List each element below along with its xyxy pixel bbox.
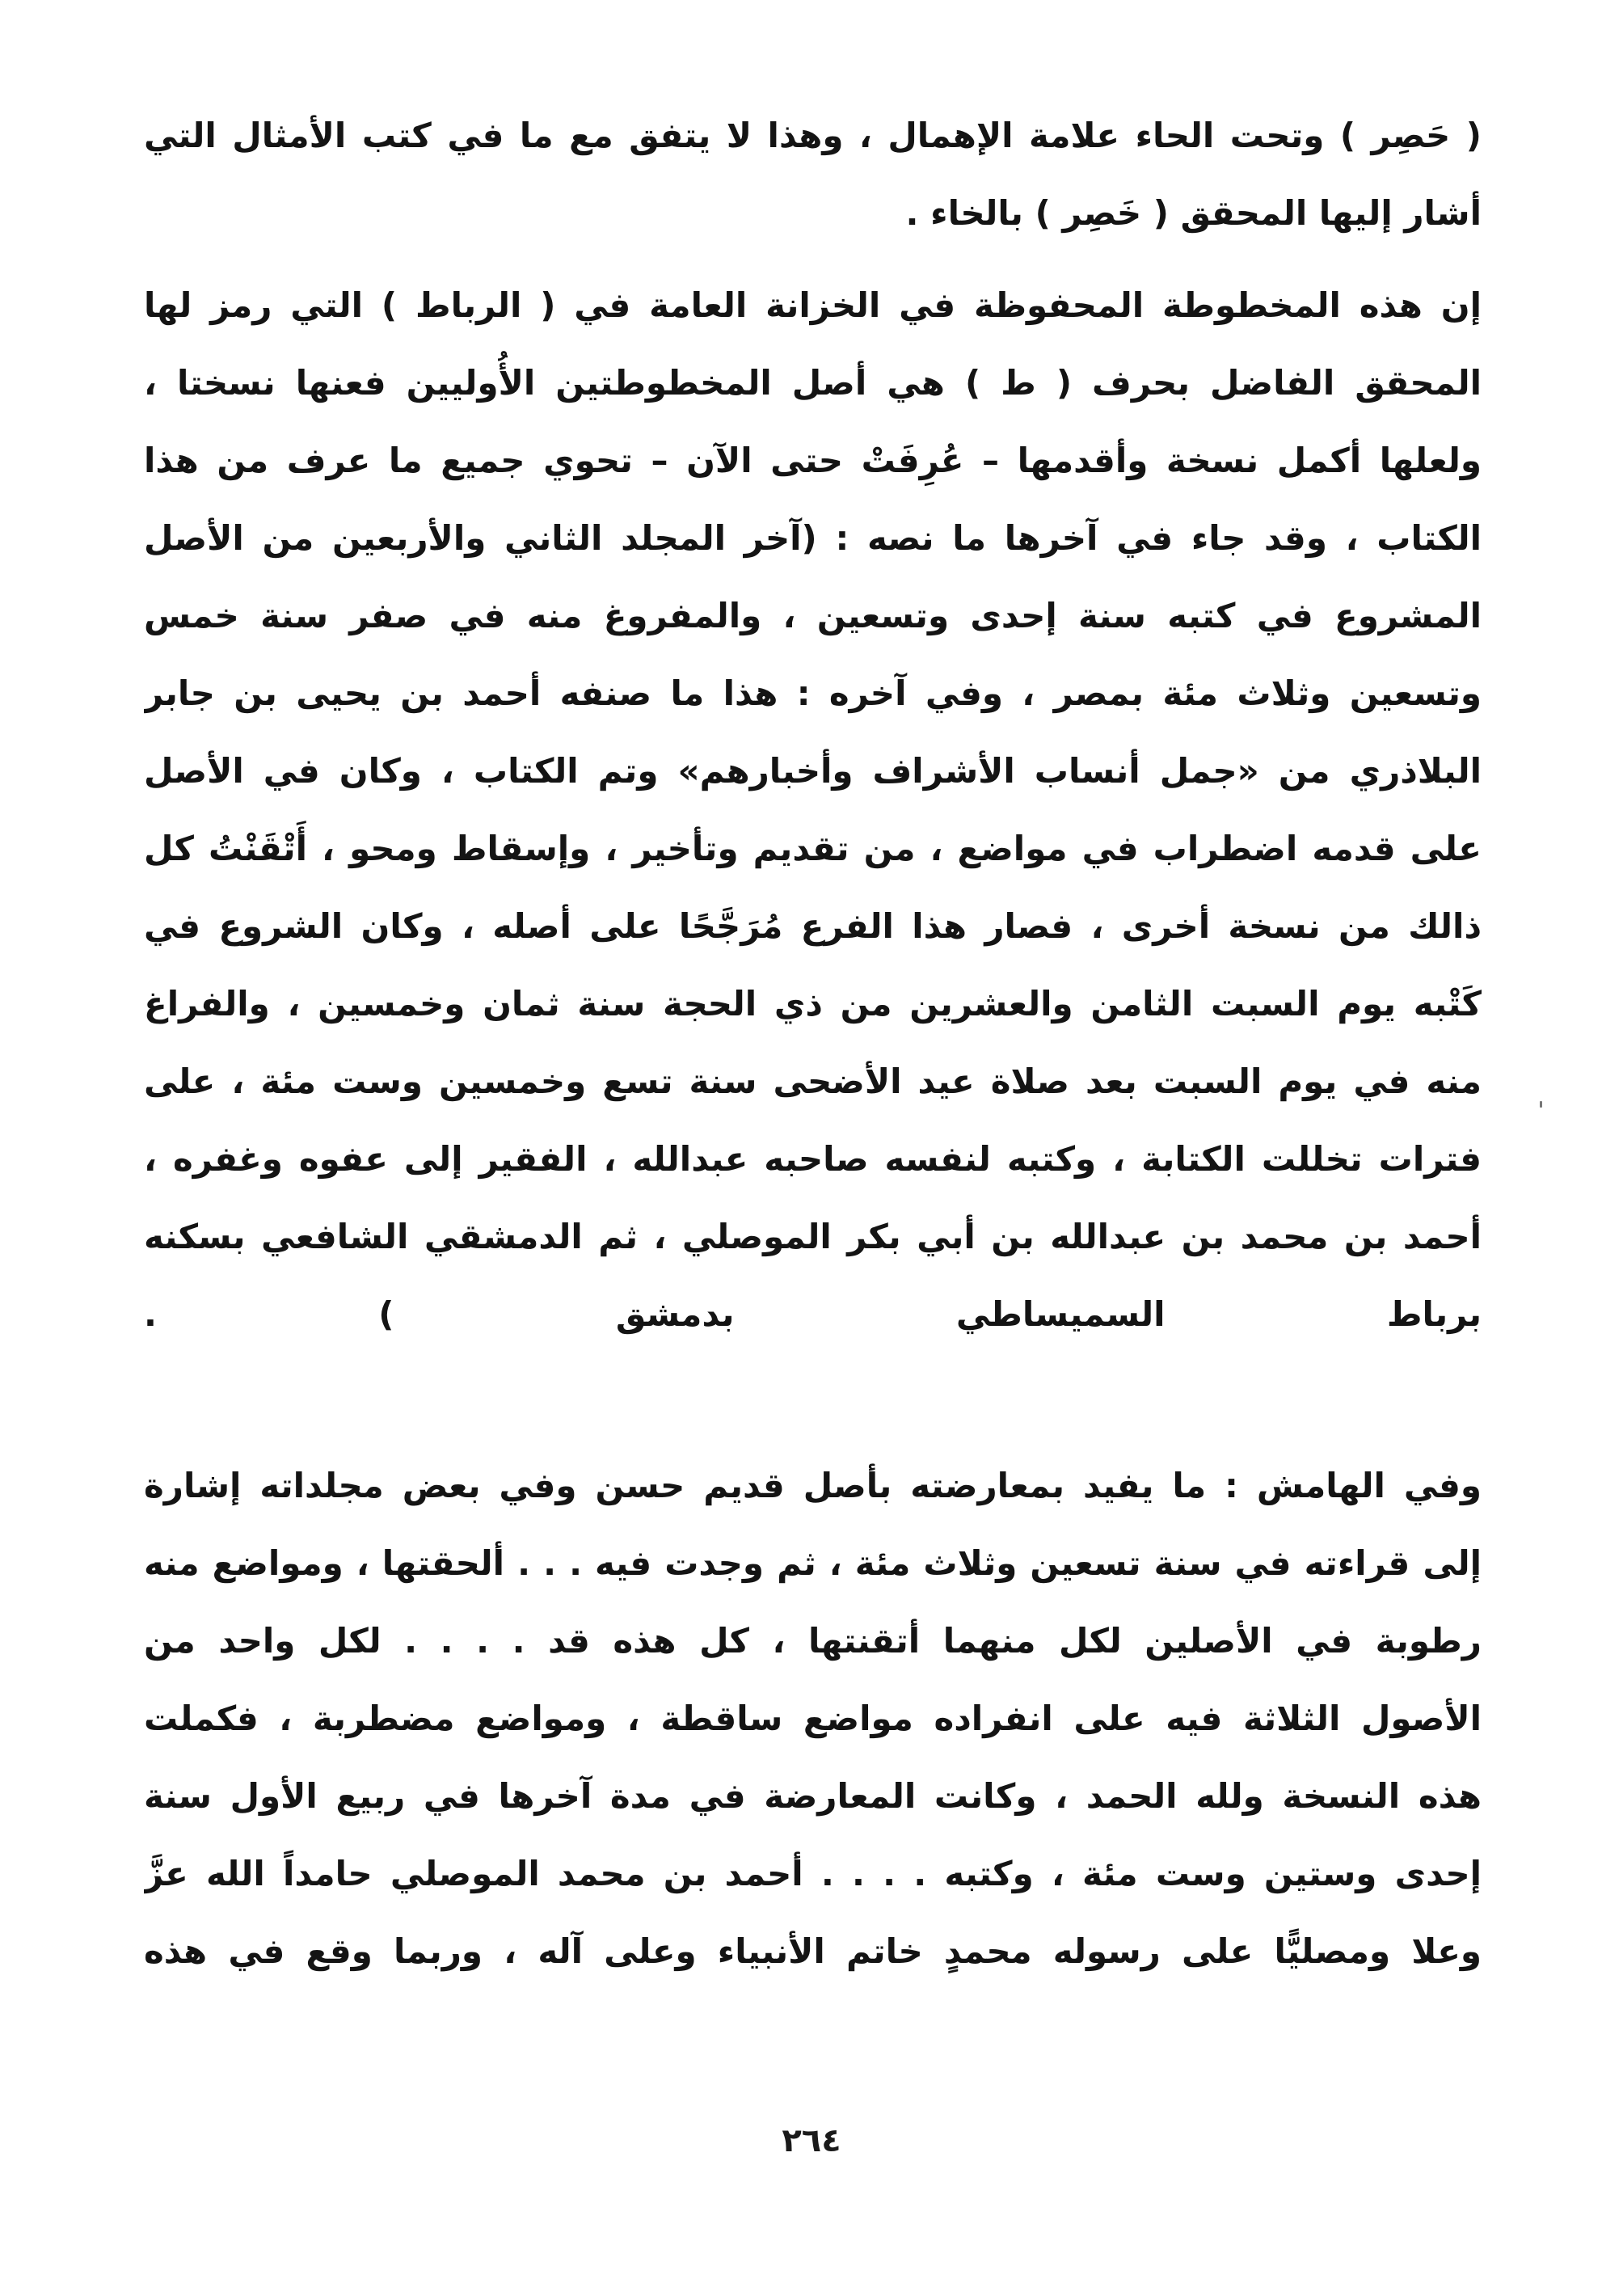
text-line: أحمد بن محمد بن عبدالله بن أبي بكر الموصلي ، ثم الدمشقي الشافعي بسكنه [144,1217,1482,1256]
text-line: كَتْبه يوم السبت الثامن والعشرين من ذي الحجة سنة ثمان وخمسين ، والفراغ [144,984,1482,1023]
scan-speck [1540,1101,1542,1108]
text-line: ( حَصِر ) وتحت الحاء علامة الإهمال ، وهذا لا يتفق مع ما في كتب الأمثال التي [144,116,1482,155]
paragraph-2 [144,267,1482,1431]
text-line: المشروع في كتبه سنة إحدى وتسعين ، والمفروغ منه في صفر سنة خمس [144,596,1482,635]
text-line: ذالك من نسخة أخرى ، فصار هذا الفرع مُرَجَّحًا على أصله ، وكان الشروع في [144,906,1482,946]
text-line: هذه النسخة ولله الحمد ، وكانت المعارضة في مدة آخرها في ربيع الأول سنة [144,1776,1482,1816]
text-line: ولعلها أكمل نسخة وأقدمها – عُرِفَتْ حتى الآن – تحوي جميع ما عرف من هذا [144,441,1482,480]
text-line: على قدمه اضطراب في مواضع ، من تقديم وتأخير ، وإسقاط ومحو ، أَتْقَنْتُ كل [144,829,1482,868]
text-line: فترات تخللت الكتابة ، وكتبه لنفسه صاحبه عبدالله ، الفقير إلى عفوه وغفره ، [144,1139,1482,1179]
text-line: برباط السميساطي بدمشق ) . [144,1294,1482,1334]
paragraph-1 [144,97,1482,252]
text-line: إحدى وستين وست مئة ، وكتبه . . . . أحمد بن محمد الموصلي حامداً الله عزَّ [144,1854,1482,1893]
text-line: الأصول الثلاثة فيه على انفراده مواضع ساقطة ، ومواضع مضطربة ، فكملت [144,1699,1482,1738]
text-line: أشار إليها المحقق ( خَصِر ) بالخاء . [905,193,1482,233]
text-line: منه في يوم السبت بعد صلاة عيد الأضحى سنة تسع وخمسين وست مئة ، على [144,1061,1482,1101]
text-line: رطوبة في الأصلين لكل منهما أتقنتها ، كل هذه قد . . . . لكل واحد من [144,1621,1482,1661]
text-line: إن هذه المخطوطة المحفوظة في الخزانة العامة في ( الرباط ) التي رمز لها [144,285,1482,325]
text-line: وتسعين وثلاث مئة بمصر ، وفي آخره : هذا ما صنفه أحمد بن يحيى بن جابر [144,673,1482,713]
text-line: الكتاب ، وقد جاء في آخرها ما نصه : (آخر المجلد الثاني والأربعين من الأصل [144,518,1482,558]
page-number: ٢٦٤ [782,2122,841,2159]
text-line [144,1353,1482,1431]
text-line: وعلا ومصليًّا على رسوله محمدٍ خاتم الأنبياء وعلى آله ، وربما وقع في هذه [144,1931,1482,1971]
text-line: البلاذري من «جمل أنساب الأشراف وأخبارهم» وتم الكتاب ، وكان في الأصل [144,751,1482,791]
text-line: المحقق الفاضل بحرف ( ط ) هي أصل المخطوطتين الأُوليين فعنها نسختا ، [144,363,1482,403]
paragraph-3 [144,1447,1482,1990]
text-line: إلى قراءته في سنة تسعين وثلاث مئة ، ثم وجدت فيه . . . ألحقتها ، ومواضع منه [144,1543,1482,1583]
text-line: وفي الهامش : ما يفيد بمعارضته بأصل قديم حسن وفي بعض مجلداته إشارة [144,1466,1482,1505]
